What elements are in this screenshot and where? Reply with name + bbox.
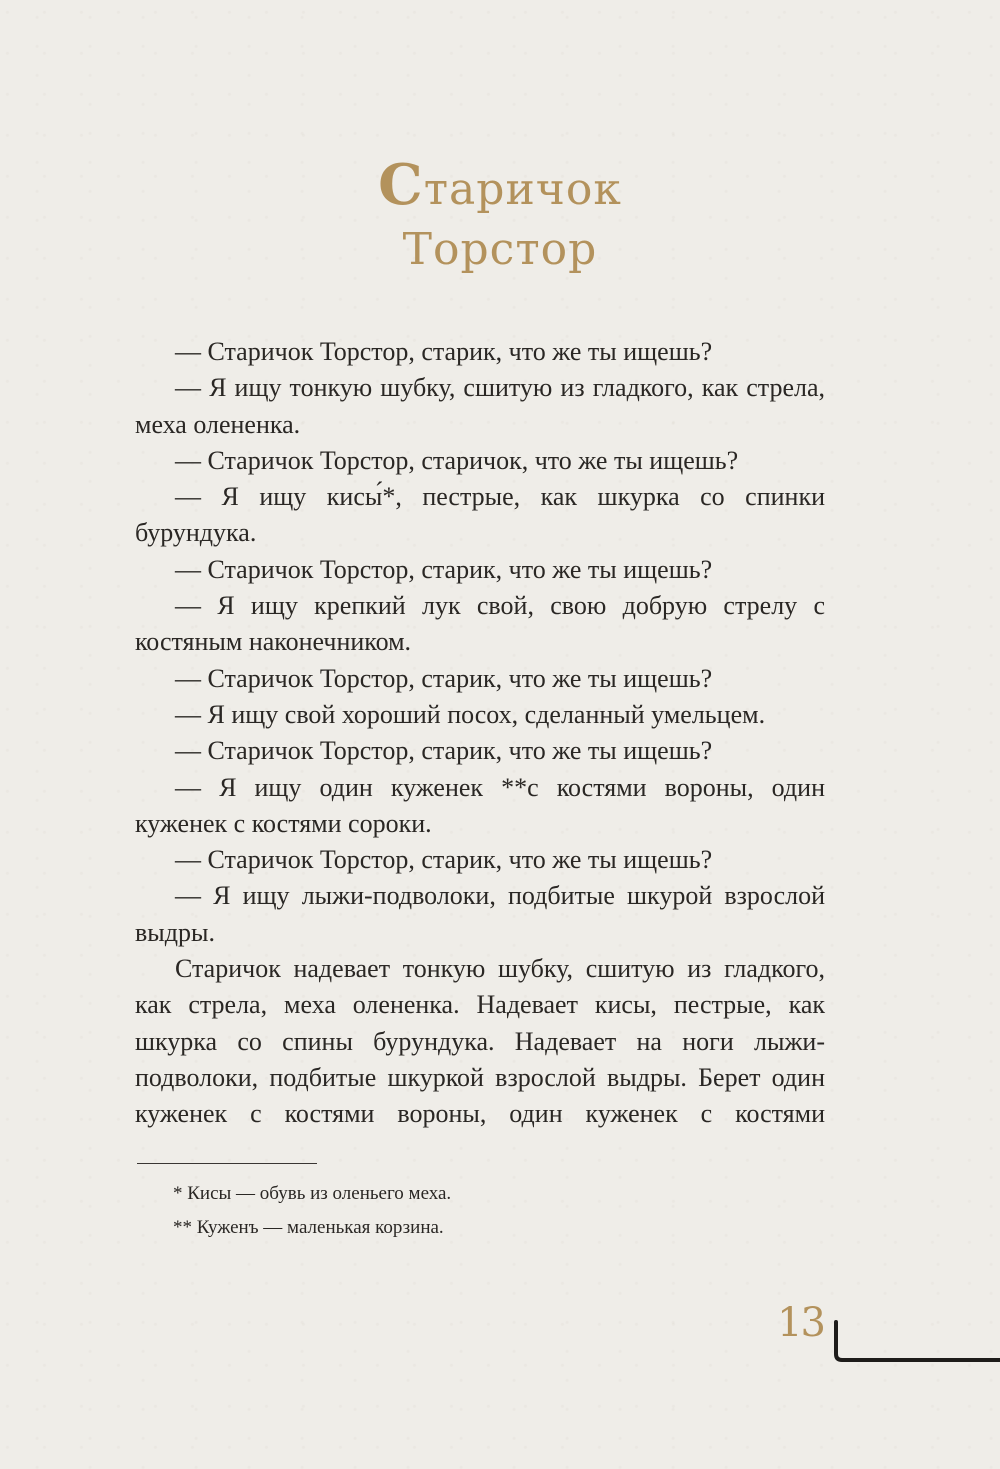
page-number: 13: [777, 1300, 824, 1346]
chapter-title-line-2: Торстор: [402, 224, 598, 275]
footnotes: [173, 1177, 773, 1245]
title-dropcap: С: [378, 152, 424, 218]
paragraph: — Старичок Торстор, старик, что же ты ищешь?: [175, 736, 713, 766]
paragraph: — Я ищу свой хороший посох, сделанный умельцем.: [175, 699, 766, 729]
paragraph: — Я ищу тонкую шубку, сшитую из гладкого, как стрела, меха олененка.: [135, 373, 825, 439]
paragraph: — Старичок Торстор, старик, что же ты ищешь?: [175, 554, 713, 584]
paragraph: — Я ищу один куженек **с костями вороны, один куженек с костями сороки.: [135, 772, 825, 838]
paragraph: — Старичок Торстор, старик, что же ты ищешь?: [175, 845, 713, 875]
paragraph: — Я ищу кисы́*, пестрые, как шкурка со спинки бурундука.: [135, 482, 825, 548]
paragraph: — Я ищу крепкий лук свой, свою добрую стрелу с костяным наконечником.: [135, 591, 825, 657]
page-corner-ornament: [834, 1320, 1000, 1362]
chapter-title-line-1: [0, 152, 1000, 220]
chapter-title: [0, 152, 1000, 280]
body-text: [135, 334, 825, 1133]
paragraph: — Старичок Торстор, старик, что же ты ищешь?: [175, 337, 713, 366]
footnote-divider: [137, 1163, 317, 1164]
footnote-2: ** Куженъ — маленькая корзина.: [173, 1217, 444, 1238]
paragraph: Старичок надевает тонкую шубку, сшитую из гладкого, как стрела, меха олененка. Надевает кисы, пестрые, как шкурка со спины бурундука. Надевает на ноги лыжи-подволоки, подбитые шкуркой взрослой выдры. Берет один куженек с костями вороны, один куженек с костями: [135, 954, 825, 1129]
paragraph: — Старичок Торстор, старик, что же ты ищешь?: [175, 663, 713, 693]
paragraph: — Я ищу лыжи-подволоки, подбитые шкурой взрослой выдры.: [135, 881, 825, 947]
paragraph: — Старичок Торстор, старичок, что же ты ищешь?: [175, 445, 739, 475]
title-rest: таричок: [423, 164, 622, 215]
footnote-1: * Кисы — обувь из оленьего меха.: [173, 1183, 452, 1204]
